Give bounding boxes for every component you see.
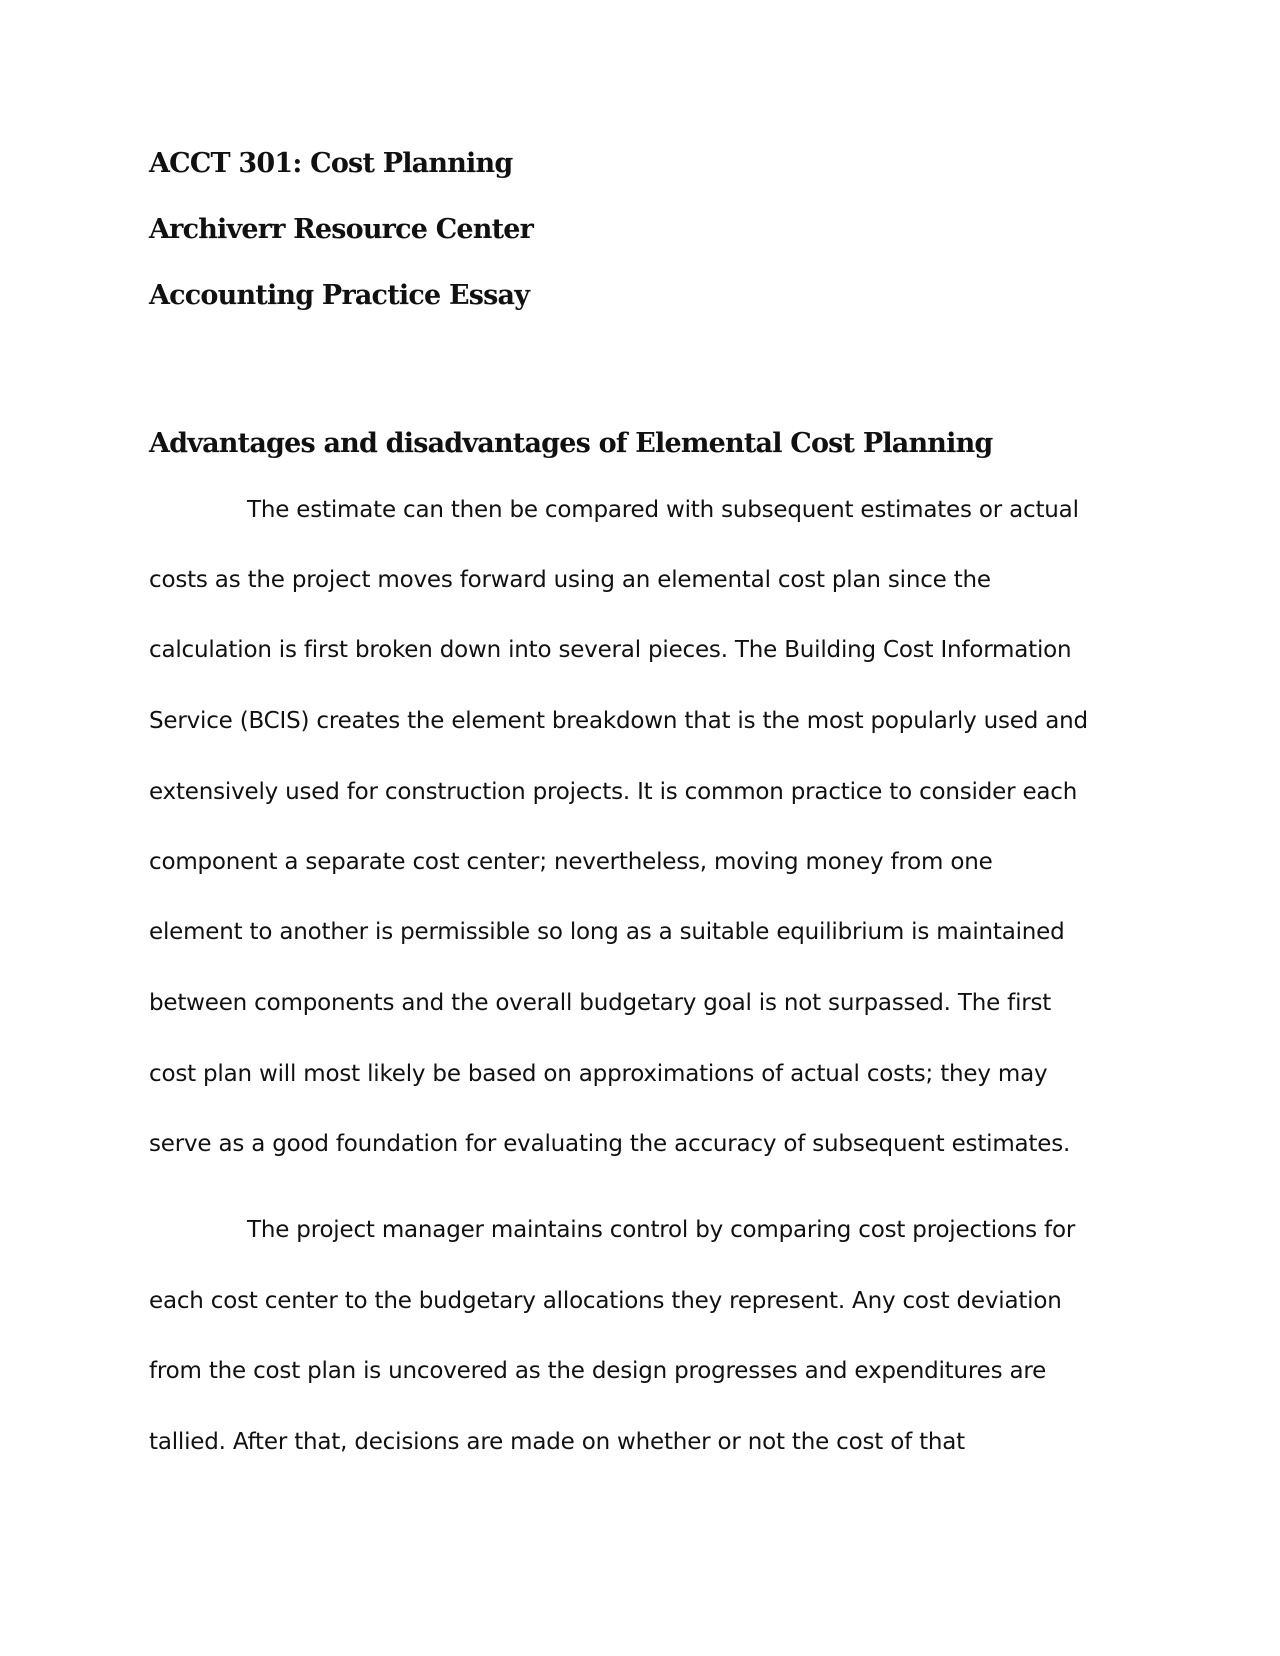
paragraph-line: The project manager maintains control by comparing cost projections for bbox=[247, 1217, 1076, 1243]
paragraph-line: serve as a good foundation for evaluating the accuracy of subsequent estimates. bbox=[149, 1131, 1071, 1157]
paragraph-line: costs as the project moves forward using an elemental cost plan since the bbox=[149, 567, 991, 593]
course-title: ACCT 301: Cost Planning bbox=[149, 148, 513, 179]
resource-center-name: Archiverr Resource Center bbox=[149, 214, 534, 245]
paragraph-line: calculation is first broken down into several pieces. The Building Cost Information bbox=[149, 637, 1072, 663]
section-heading: Advantages and disadvantages of Elemental Cost Planning bbox=[149, 428, 993, 459]
paragraph-line: component a separate cost center; nevertheless, moving money from one bbox=[149, 849, 993, 875]
paragraph-line: extensively used for construction projects. It is common practice to consider each bbox=[149, 779, 1078, 805]
essay-type: Accounting Practice Essay bbox=[149, 280, 530, 311]
paragraph-line: Service (BCIS) creates the element breakdown that is the most popularly used and bbox=[149, 708, 1088, 734]
paragraph-line: between components and the overall budgetary goal is not surpassed. The first bbox=[149, 990, 1052, 1016]
paragraph-line: tallied. After that, decisions are made on whether or not the cost of that bbox=[149, 1429, 965, 1455]
paragraph-line: element to another is permissible so long as a suitable equilibrium is maintained bbox=[149, 919, 1065, 945]
paragraph-line: from the cost plan is uncovered as the design progresses and expenditures are bbox=[149, 1358, 1047, 1384]
paragraph-line: each cost center to the budgetary allocations they represent. Any cost deviation bbox=[149, 1288, 1062, 1314]
paragraph-line: The estimate can then be compared with subsequent estimates or actual bbox=[247, 497, 1079, 523]
paragraph-line: cost plan will most likely be based on approximations of actual costs; they may bbox=[149, 1061, 1048, 1087]
